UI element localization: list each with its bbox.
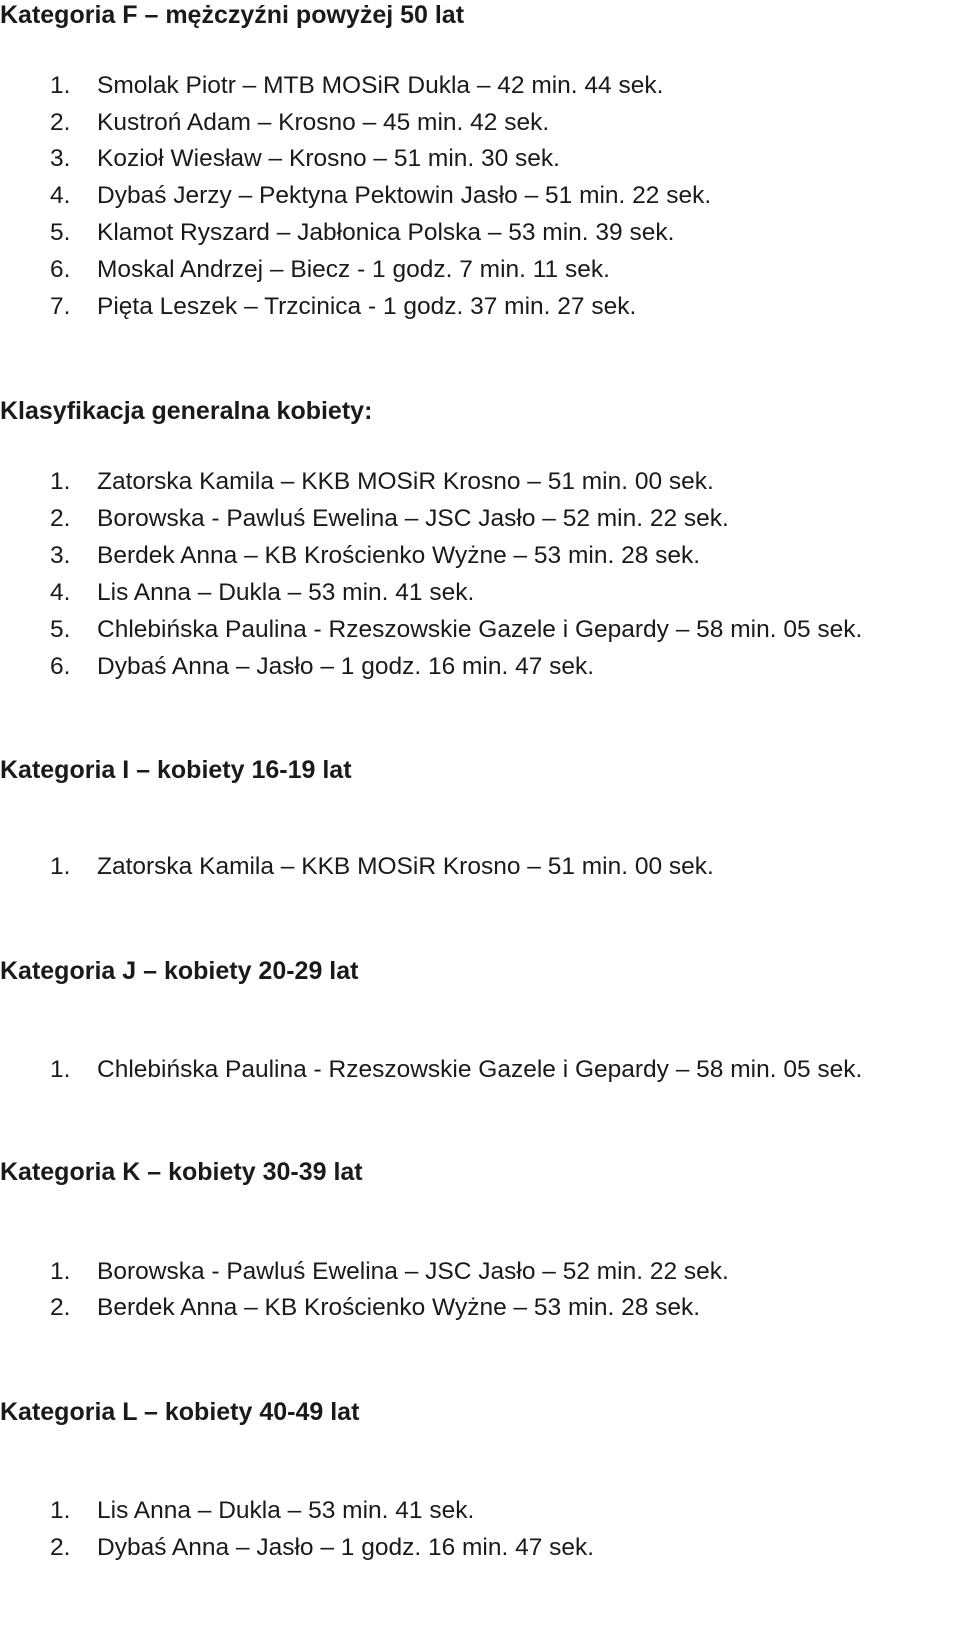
result-text: Lis Anna – Dukla – 53 min. 41 sek. xyxy=(97,579,475,606)
result-rank: 1. xyxy=(50,1258,71,1285)
result-rank: 2. xyxy=(50,109,71,136)
result-item xyxy=(0,501,955,537)
result-rank: 4. xyxy=(50,579,71,606)
result-rank: 3. xyxy=(50,145,71,172)
result-text: Dybaś Jerzy – Pektyna Pektowin Jasło – 51 min. 22 sek. xyxy=(97,182,712,209)
result-text: Pięta Leszek – Trzcinica - 1 godz. 37 min. 27 sek. xyxy=(97,293,637,320)
result-item xyxy=(0,1254,955,1290)
result-text: Chlebińska Paulina - Rzeszowskie Gazele i Gepardy – 58 min. 05 sek. xyxy=(97,616,863,643)
result-item xyxy=(0,849,955,885)
result-text: Zatorska Kamila – KKB MOSiR Krosno – 51 min. 00 sek. xyxy=(97,468,714,495)
result-rank: 7. xyxy=(50,293,71,320)
result-text: Berdek Anna – KB Krościenko Wyżne – 53 min. 28 sek. xyxy=(97,1294,701,1321)
result-item xyxy=(0,105,955,141)
section-heading: Kategoria L – kobiety 40-49 lat xyxy=(0,1398,360,1426)
result-rank: 2. xyxy=(50,1534,71,1561)
result-rank: 4. xyxy=(50,182,71,209)
result-text: Borowska - Pawluś Ewelina – JSC Jasło – 52 min. 22 sek. xyxy=(97,505,729,532)
result-item xyxy=(0,68,955,104)
result-rank: 1. xyxy=(50,853,71,880)
result-rank: 5. xyxy=(50,219,71,246)
result-text: Klamot Ryszard – Jabłonica Polska – 53 min. 39 sek. xyxy=(97,219,675,246)
result-item xyxy=(0,1493,955,1529)
result-item xyxy=(0,289,955,325)
result-rank: 1. xyxy=(50,468,71,495)
result-text: Lis Anna – Dukla – 53 min. 41 sek. xyxy=(97,1497,475,1524)
section-heading: Kategoria F – mężczyźni powyżej 50 lat xyxy=(0,1,465,29)
result-item xyxy=(0,575,955,611)
result-rank: 5. xyxy=(50,616,71,643)
result-rank: 1. xyxy=(50,72,71,99)
result-text: Zatorska Kamila – KKB MOSiR Krosno – 51 min. 00 sek. xyxy=(97,853,714,880)
section-heading: Kategoria K – kobiety 30-39 lat xyxy=(0,1158,363,1186)
result-item xyxy=(0,649,955,685)
result-rank: 1. xyxy=(50,1056,71,1083)
result-rank: 2. xyxy=(50,505,71,532)
result-item xyxy=(0,1530,955,1566)
result-rank: 2. xyxy=(50,1294,71,1321)
section-heading: Kategoria J – kobiety 20-29 lat xyxy=(0,957,359,985)
result-item xyxy=(0,464,955,500)
result-item xyxy=(0,252,955,288)
result-item xyxy=(0,215,955,251)
result-text: Moskal Andrzej – Biecz - 1 godz. 7 min. 11 sek. xyxy=(97,256,610,283)
result-text: Chlebińska Paulina - Rzeszowskie Gazele i Gepardy – 58 min. 05 sek. xyxy=(97,1056,863,1083)
result-item xyxy=(0,1290,955,1326)
section-heading: Klasyfikacja generalna kobiety: xyxy=(0,397,373,425)
section-heading: Kategoria I – kobiety 16-19 lat xyxy=(0,756,352,784)
result-item xyxy=(0,178,955,214)
result-rank: 1. xyxy=(50,1497,71,1524)
result-text: Kustroń Adam – Krosno – 45 min. 42 sek. xyxy=(97,109,550,136)
result-text: Smolak Piotr – MTB MOSiR Dukla – 42 min. 44 sek. xyxy=(97,72,664,99)
result-item xyxy=(0,538,955,574)
result-text: Berdek Anna – KB Krościenko Wyżne – 53 min. 28 sek. xyxy=(97,542,701,569)
result-text: Dybaś Anna – Jasło – 1 godz. 16 min. 47 sek. xyxy=(97,1534,595,1561)
result-text: Borowska - Pawluś Ewelina – JSC Jasło – 52 min. 22 sek. xyxy=(97,1258,729,1285)
result-rank: 6. xyxy=(50,653,71,680)
result-text: Dybaś Anna – Jasło – 1 godz. 16 min. 47 sek. xyxy=(97,653,595,680)
result-item xyxy=(0,1052,955,1088)
result-text: Kozioł Wiesław – Krosno – 51 min. 30 sek. xyxy=(97,145,560,172)
result-rank: 3. xyxy=(50,542,71,569)
result-rank: 6. xyxy=(50,256,71,283)
result-item xyxy=(0,612,955,648)
result-item xyxy=(0,141,955,177)
